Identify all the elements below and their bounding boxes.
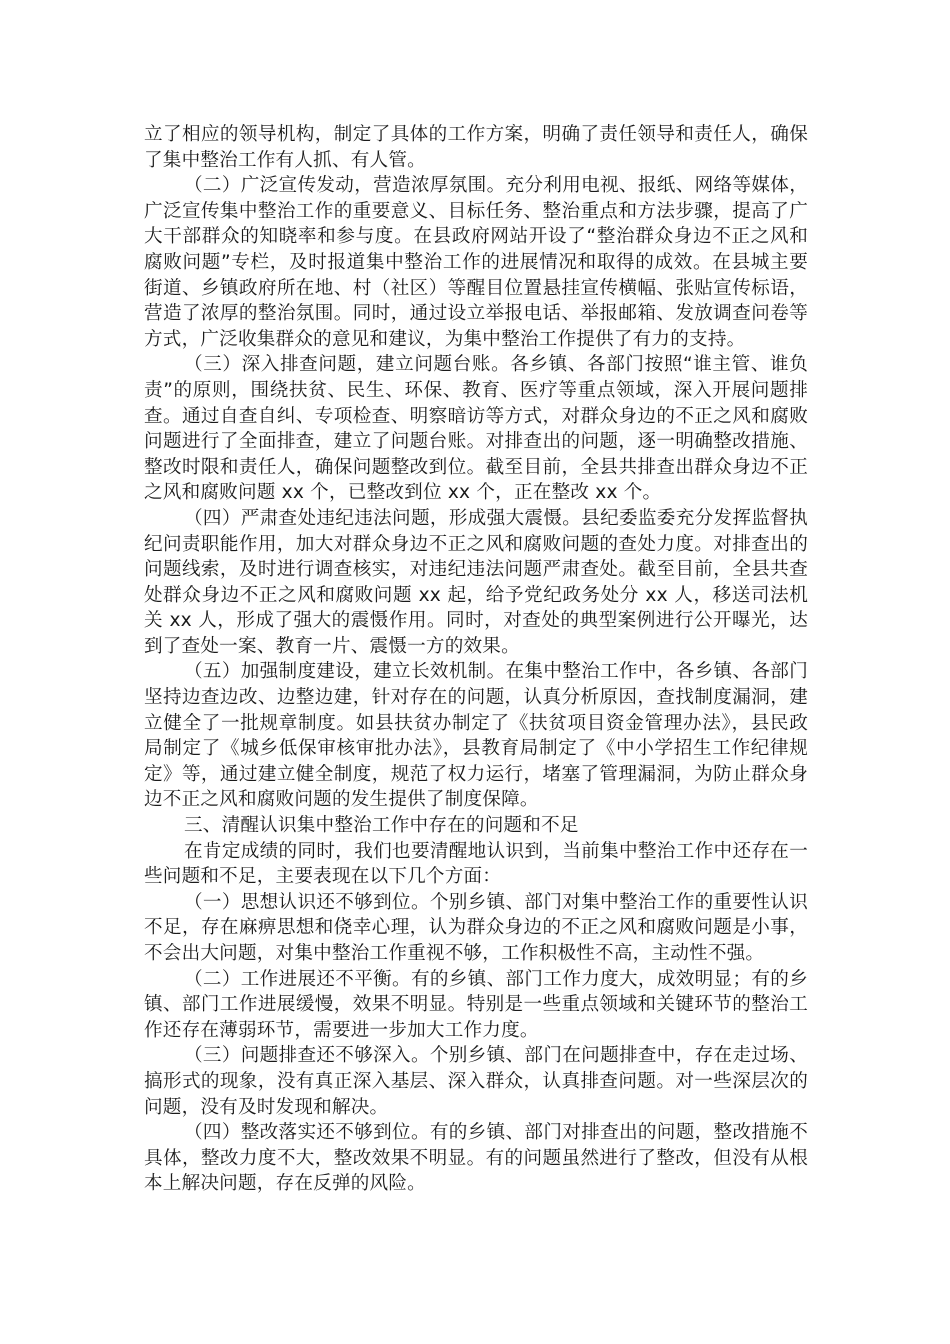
paragraph-problems-intro: 在肯定成绩的同时，我们也要清醒地认识到，当前集中整治工作中还存在一些问题和不足，主要表现在以下几个方面： <box>144 840 808 888</box>
section-heading-3: 三、清醒认识集中整治工作中存在的问题和不足 <box>184 815 579 837</box>
paragraph-continuation: 立了相应的领导机构，制定了具体的工作方案，明确了责任领导和责任人，确保了集中整治工作有人抓、有人管。 <box>144 124 808 171</box>
paragraph-problem-4: （四）整改落实还不够到位。有的乡镇、部门对排查出的问题，整改措施不具体，整改力度不大，整改效果不明显。有的问题虽然进行了整改，但没有从根本上解决问题，存在反弹的风险。 <box>144 1122 808 1195</box>
paragraph-problem-2: （二）工作进展还不平衡。有的乡镇、部门工作力度大，成效明显；有的乡镇、部门工作进展缓慢，效果不明显。特别是一些重点领域和关键环节的整治工作还存在薄弱环节，需要进一步加大工作力度。 <box>144 968 808 1041</box>
paragraph-investigation: （三）深入排查问题，建立问题台账。各乡镇、各部门按照“谁主管、谁负责”的原则，围绕扶贫、民生、环保、教育、医疗等重点领域，深入开展问题排查。通过自查自纠、专项检查、明察暗访等方式，对群众身边的不正之风和腐败问题进行了全面排查，建立了问题台账。对排查出的问题，逐一明确整改措施、整改时限和责任人，确保问题整改到位。截至目前，全县共排查出群众身边不正之风和腐败问题 xx 个，已整改到位 xx 个，正在整改 xx 个。 <box>144 354 808 504</box>
paragraph-problem-3: （三）问题排查还不够深入。个别乡镇、部门在问题排查中，存在走过场、搞形式的现象，没有真正深入基层、深入群众，认真排查问题。对一些深层次的问题，没有及时发现和解决。 <box>144 1045 808 1118</box>
paragraph-institution: （五）加强制度建设，建立长效机制。在集中整治工作中，各乡镇、各部门坚持边查边改、边整边建，针对存在的问题，认真分析原因，查找制度漏洞，建立健全了一批规章制度。如县扶贫办制定了《扶贫项目资金管理办法》，县民政局制定了《城乡低保审核审批办法》，县教育局制定了《中小学招生工作纪律规定》等，通过建立健全制度，规范了权力运行，堵塞了管理漏洞，为防止群众身边不正之风和腐败问题的发生提供了制度保障。 <box>144 661 808 811</box>
document-page <box>144 122 808 1197</box>
paragraph-publicity: （二）广泛宣传发动，营造浓厚氛围。充分利用电视、报纸、网络等媒体，广泛宣传集中整治工作的重要意义、目标任务、整治重点和方法步骤，提高了广大干部群众的知晓率和参与度。在县政府网站开设了“整治群众身边不正之风和腐败问题”专栏，及时报道集中整治工作的进展情况和取得的成效。在县城主要街道、乡镇政府所在地、村（社区）等醒目位置悬挂宣传横幅、张贴宣传标语，营造了浓厚的整治氛围。同时，通过设立举报电话、举报邮箱、发放调查问卷等方式，广泛收集群众的意见和建议，为集中整治工作提供了有力的支持。 <box>144 175 808 350</box>
paragraph-problem-1: （一）思想认识还不够到位。个别乡镇、部门对集中整治工作的重要性认识不足，存在麻痹思想和侥幸心理，认为群众身边的不正之风和腐败问题是小事，不会出大问题，对集中整治工作重视不够，工作积极性不高，主动性不强。 <box>144 891 808 964</box>
paragraph-discipline: （四）严肃查处违纪违法问题，形成强大震慑。县纪委监委充分发挥监督执纪问责职能作用，加大对群众身边不正之风和腐败问题的查处力度。对排查出的问题线索，及时进行调查核实，对违纪违法问题严肃查处。截至目前，全县共查处群众身边不正之风和腐败问题 xx 起，给予党纪政务处分 xx 人，移送司法机关 xx 人，形成了强大的震慑作用。同时，对查处的典型案例进行公开曝光，达到了查处一案、教育一片、震慑一方的效果。 <box>144 507 808 657</box>
